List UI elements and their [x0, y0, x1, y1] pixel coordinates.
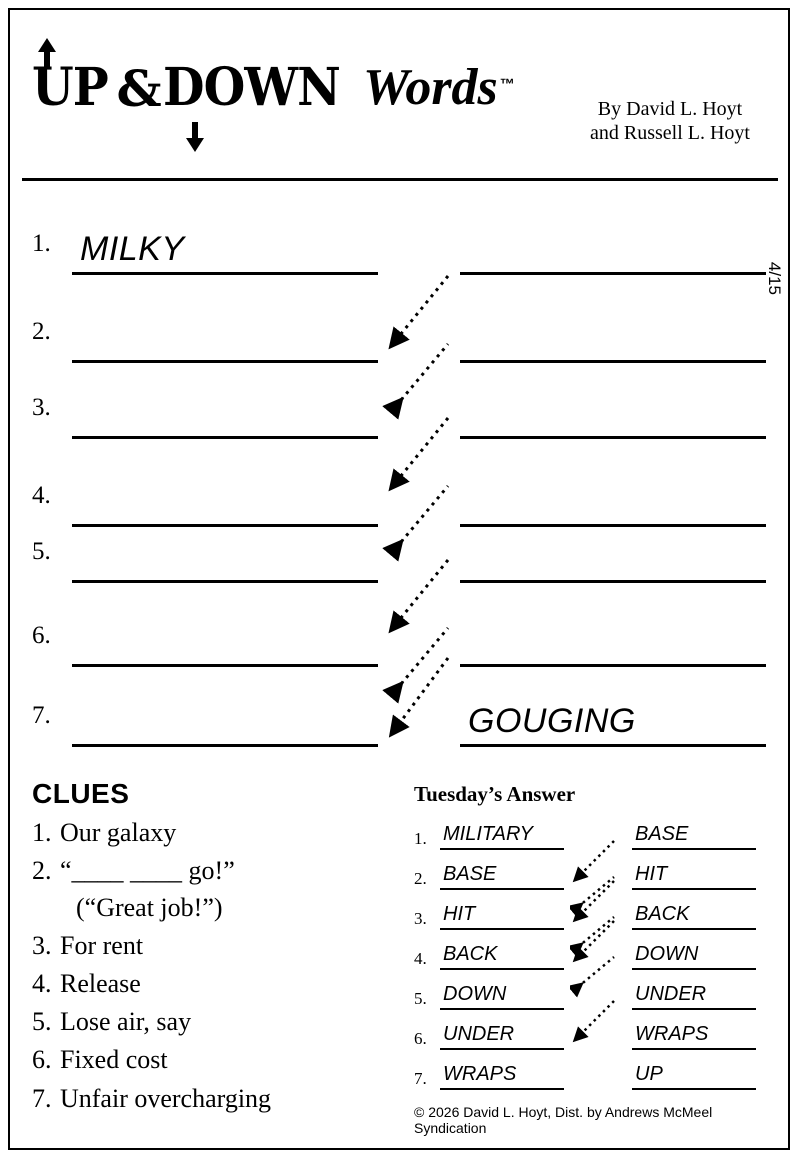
row-number: 7. — [32, 702, 51, 729]
logo-up-text: UP — [32, 57, 108, 118]
previous-answer-right — [632, 1063, 756, 1090]
row-number: 2. — [32, 318, 51, 345]
clue-number: 7. — [32, 1083, 52, 1113]
previous-answer-number: 2. — [414, 869, 427, 888]
answer-text-right: GOUGING — [468, 702, 636, 740]
answer-blank-left[interactable] — [72, 536, 378, 583]
answer-blank-right[interactable] — [460, 536, 766, 583]
puzzle-row — [10, 620, 788, 649]
answer-blank-left[interactable] — [72, 700, 378, 747]
previous-answer-number: 6. — [414, 1029, 427, 1048]
previous-answer-word-left: MILITARY — [443, 823, 534, 845]
logo — [32, 57, 515, 118]
previous-answer-section — [414, 782, 774, 1105]
answer-blank-right[interactable] — [460, 700, 766, 747]
answer-blank-right[interactable] — [460, 392, 766, 439]
clue-number: 1. — [32, 818, 52, 847]
previous-answer-number: 3. — [414, 909, 427, 928]
clue-subtext: (“Great job!”) — [76, 893, 223, 923]
row-number: 6. — [32, 622, 51, 649]
answer-blank-right[interactable] — [460, 480, 766, 527]
previous-answer-row — [414, 863, 774, 888]
previous-answer-grid — [414, 815, 774, 1105]
clue-text: For rent — [60, 930, 144, 960]
previous-answer-right — [632, 1023, 756, 1050]
previous-answer-word-right: DOWN — [635, 943, 699, 965]
previous-answer-word-left: DOWN — [443, 983, 507, 1005]
answer-blank-left[interactable] — [72, 316, 378, 363]
clue-item — [32, 1003, 372, 1041]
answer-blank-right[interactable] — [460, 620, 766, 667]
puzzle-row — [10, 392, 788, 421]
answer-blank-left[interactable] — [72, 480, 378, 527]
previous-answer-word-right: BACK — [635, 903, 690, 925]
previous-answer-word-left: BACK — [443, 943, 498, 965]
logo-down-text: DOWN — [162, 57, 340, 118]
trademark-symbol: ™ — [499, 76, 515, 93]
answer-text-left: MILKY — [80, 230, 185, 268]
clues-title: CLUES — [32, 778, 130, 809]
clue-text: Unfair overcharging — [60, 1083, 272, 1113]
puzzle-grid — [10, 206, 788, 766]
clue-text: Our galaxy — [60, 818, 177, 847]
previous-answer-number: 5. — [414, 989, 427, 1008]
puzzle-row — [10, 536, 788, 565]
previous-answer-right — [632, 983, 756, 1010]
clue-item — [32, 1080, 372, 1118]
clue-item — [32, 814, 372, 852]
previous-answer-left — [440, 1023, 564, 1050]
clue-number: 6. — [32, 1045, 52, 1075]
header — [10, 10, 788, 182]
previous-answer-right — [632, 823, 756, 850]
byline-line-1: By David L. Hoyt — [597, 98, 743, 120]
clue-number: 4. — [32, 969, 52, 999]
answer-blank-right[interactable] — [460, 316, 766, 363]
previous-answer-right — [632, 863, 756, 890]
byline-line-2: and Russell L. Hoyt — [590, 121, 750, 144]
clue-item — [32, 927, 372, 965]
clue-item — [32, 965, 372, 1003]
down-arrow-icon — [186, 138, 204, 152]
previous-answer-word-right: BASE — [635, 823, 689, 845]
previous-answer-row — [414, 1023, 774, 1048]
clue-text: Release — [60, 969, 141, 999]
previous-answer-word-right: WRAPS — [635, 1023, 709, 1045]
puzzle-date: 4/15 — [765, 261, 784, 295]
previous-answer-word-left: HIT — [443, 903, 476, 925]
previous-answer-row — [414, 903, 774, 928]
clues-section — [32, 778, 372, 1118]
previous-answer-word-left: UNDER — [443, 1023, 515, 1045]
puzzle-row — [10, 700, 788, 740]
previous-answer-word-left: WRAPS — [443, 1063, 517, 1085]
previous-answer-left — [440, 863, 564, 890]
clue-text: “____ ____ go!” — [60, 856, 235, 886]
previous-answer-word-left: BASE — [443, 863, 497, 885]
up-arrow-icon — [38, 38, 56, 52]
previous-answer-word-right: UNDER — [635, 983, 707, 1005]
previous-answer-right — [632, 903, 756, 930]
answer-blank-right[interactable] — [460, 228, 766, 275]
previous-answer-number: 4. — [414, 949, 427, 968]
previous-answer-word-right: HIT — [635, 863, 668, 885]
copyright-notice: © 2026 David L. Hoyt, Dist. by Andrews McMeel Syndication — [414, 1104, 713, 1136]
previous-answer-right — [632, 943, 756, 970]
previous-answer-number: 1. — [414, 829, 427, 848]
previous-answer-left — [440, 1063, 564, 1090]
previous-answer-row — [414, 943, 774, 968]
row-number: 4. — [32, 482, 51, 509]
clue-item — [32, 1041, 372, 1079]
byline — [570, 98, 770, 145]
puzzle-page — [8, 8, 790, 1150]
previous-answer-row — [414, 823, 774, 848]
previous-answer-word-right: UP — [635, 1063, 663, 1085]
previous-answer-number: 7. — [414, 1069, 427, 1088]
clue-number: 2. — [32, 856, 52, 886]
previous-answer-row — [414, 1063, 774, 1088]
previous-answer-left — [440, 983, 564, 1010]
puzzle-row — [10, 316, 788, 345]
puzzle-row — [10, 228, 788, 268]
row-number: 3. — [32, 394, 51, 421]
answer-blank-left[interactable] — [72, 392, 378, 439]
row-number: 1. — [32, 230, 51, 257]
clue-text: Fixed cost — [60, 1045, 168, 1075]
clue-text: Lose air, say — [60, 1007, 192, 1037]
answer-blank-left[interactable] — [72, 620, 378, 667]
clue-number: 3. — [32, 930, 52, 960]
row-number: 5. — [32, 538, 51, 565]
previous-answer-left — [440, 903, 564, 930]
previous-answer-left — [440, 823, 564, 850]
logo-ampersand: & — [116, 59, 161, 118]
header-divider — [22, 178, 778, 181]
answer-blank-left[interactable] — [72, 228, 378, 275]
previous-answer-title: Tuesday’s Answer — [414, 782, 576, 806]
previous-answer-row — [414, 983, 774, 1008]
puzzle-row — [10, 480, 788, 509]
previous-answer-left — [440, 943, 564, 970]
logo-words-text: Words — [362, 59, 498, 116]
clue-item — [32, 852, 372, 890]
clue-number: 5. — [32, 1007, 52, 1037]
